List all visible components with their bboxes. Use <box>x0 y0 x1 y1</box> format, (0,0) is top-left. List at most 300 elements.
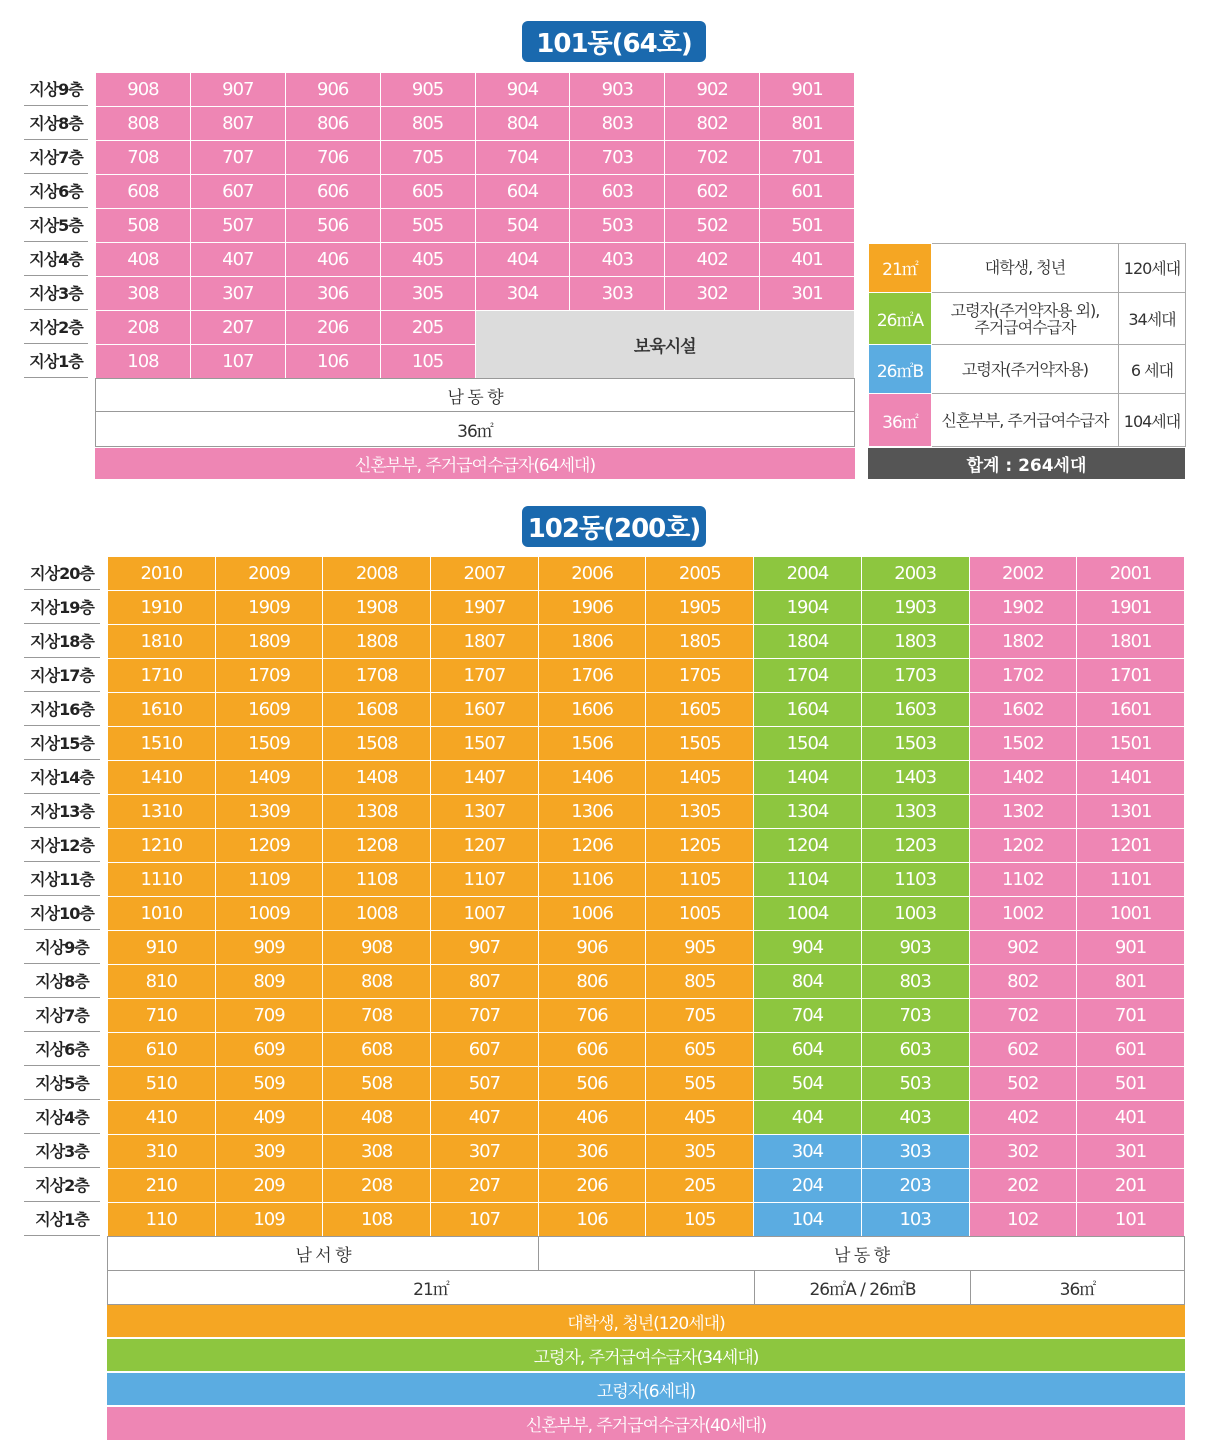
unit-cell: 203 <box>861 1169 969 1203</box>
unit-cell: 1006 <box>538 897 646 931</box>
unit-cell: 503 <box>570 209 665 243</box>
unit-cell: 808 <box>323 965 431 999</box>
floor-label: 지상20층 <box>24 556 100 590</box>
unit-cell: 707 <box>190 141 285 175</box>
unit-cell: 304 <box>475 277 570 311</box>
unit-cell: 2002 <box>969 557 1077 591</box>
legend-count: 6 세대 <box>1119 345 1186 394</box>
unit-cell: 1604 <box>754 693 862 727</box>
unit-cell: 1106 <box>538 863 646 897</box>
unit-cell: 110 <box>108 1203 216 1237</box>
unit-cell: 1506 <box>538 727 646 761</box>
floor-label: 지상10층 <box>24 896 100 930</box>
building-102-area-21: 21㎡ <box>107 1270 755 1305</box>
unit-cell: 1503 <box>861 727 969 761</box>
unit-cell: 1108 <box>323 863 431 897</box>
unit-cell: 710 <box>108 999 216 1033</box>
unit-cell: 508 <box>323 1067 431 1101</box>
unit-cell: 2003 <box>861 557 969 591</box>
unit-cell: 104 <box>754 1203 862 1237</box>
unit-cell: 207 <box>190 311 285 345</box>
unit-cell: 802 <box>665 107 760 141</box>
unit-cell: 1509 <box>215 727 323 761</box>
unit-cell: 803 <box>570 107 665 141</box>
floor-label: 지상3층 <box>24 276 88 310</box>
unit-cell: 204 <box>754 1169 862 1203</box>
unit-cell: 1703 <box>861 659 969 693</box>
unit-cell: 603 <box>861 1033 969 1067</box>
unit-cell: 205 <box>380 311 475 345</box>
unit-cell: 302 <box>665 277 760 311</box>
unit-cell: 702 <box>665 141 760 175</box>
unit-cell: 1310 <box>108 795 216 829</box>
unit-cell: 1705 <box>646 659 754 693</box>
unit-cell: 801 <box>1077 965 1185 999</box>
unit-cell: 1306 <box>538 795 646 829</box>
unit-cell: 907 <box>431 931 539 965</box>
unit-cell: 1102 <box>969 863 1077 897</box>
unit-cell: 1201 <box>1077 829 1185 863</box>
unit-cell: 305 <box>380 277 475 311</box>
floor-label: 지상2층 <box>24 310 88 344</box>
unit-cell: 1803 <box>861 625 969 659</box>
unit-cell: 901 <box>1077 931 1185 965</box>
unit-cell: 1205 <box>646 829 754 863</box>
unit-cell: 1105 <box>646 863 754 897</box>
legend-size-swatch: 36㎡ <box>869 394 932 447</box>
unit-cell: 407 <box>190 243 285 277</box>
unit-cell: 905 <box>646 931 754 965</box>
unit-cell: 903 <box>861 931 969 965</box>
floor-label: 지상18층 <box>24 624 100 658</box>
legend-size-swatch: 26㎡A <box>869 292 932 345</box>
unit-cell: 707 <box>431 999 539 1033</box>
unit-cell: 1401 <box>1077 761 1185 795</box>
unit-cell: 606 <box>538 1033 646 1067</box>
unit-cell: 1508 <box>323 727 431 761</box>
unit-cell: 1909 <box>215 591 323 625</box>
unit-cell: 108 <box>96 345 191 379</box>
unit-cell: 410 <box>108 1101 216 1135</box>
unit-cell: 1309 <box>215 795 323 829</box>
unit-cell: 1404 <box>754 761 862 795</box>
unit-cell: 1709 <box>215 659 323 693</box>
unit-cell: 508 <box>96 209 191 243</box>
unit-cell: 904 <box>475 73 570 107</box>
unit-cell: 1809 <box>215 625 323 659</box>
unit-cell: 501 <box>760 209 855 243</box>
unit-cell: 1701 <box>1077 659 1185 693</box>
unit-cell: 709 <box>215 999 323 1033</box>
unit-cell: 607 <box>190 175 285 209</box>
unit-cell: 1505 <box>646 727 754 761</box>
unit-cell: 310 <box>108 1135 216 1169</box>
unit-cell: 703 <box>570 141 665 175</box>
unit-cell: 1010 <box>108 897 216 931</box>
floor-label: 지상8층 <box>24 106 88 140</box>
unit-cell: 402 <box>969 1101 1077 1135</box>
unit-cell: 507 <box>190 209 285 243</box>
unit-cell: 1208 <box>323 829 431 863</box>
unit-cell: 304 <box>754 1135 862 1169</box>
unit-cell: 1501 <box>1077 727 1185 761</box>
unit-cell: 1301 <box>1077 795 1185 829</box>
unit-cell: 801 <box>760 107 855 141</box>
unit-cell: 1103 <box>861 863 969 897</box>
unit-cell: 1107 <box>431 863 539 897</box>
unit-cell: 1910 <box>108 591 216 625</box>
unit-cell: 604 <box>754 1033 862 1067</box>
unit-cell: 605 <box>646 1033 754 1067</box>
unit-cell: 301 <box>1077 1135 1185 1169</box>
unit-cell: 1510 <box>108 727 216 761</box>
unit-cell: 201 <box>1077 1169 1185 1203</box>
unit-cell: 504 <box>475 209 570 243</box>
unit-cell: 1905 <box>646 591 754 625</box>
unit-cell: 705 <box>380 141 475 175</box>
unit-cell: 208 <box>96 311 191 345</box>
unit-cell: 509 <box>215 1067 323 1101</box>
unit-cell: 805 <box>646 965 754 999</box>
unit-cell: 1902 <box>969 591 1077 625</box>
unit-cell: 302 <box>969 1135 1077 1169</box>
unit-cell: 1507 <box>431 727 539 761</box>
unit-cell: 1206 <box>538 829 646 863</box>
unit-cell: 802 <box>969 965 1077 999</box>
unit-cell: 1001 <box>1077 897 1185 931</box>
unit-cell: 501 <box>1077 1067 1185 1101</box>
unit-cell: 504 <box>754 1067 862 1101</box>
building-102-direction-southwest: 남 서 향 <box>107 1236 539 1271</box>
unit-cell: 1810 <box>108 625 216 659</box>
unit-cell: 106 <box>285 345 380 379</box>
unit-cell: 308 <box>96 277 191 311</box>
building-101-title: 101동(64호) <box>522 21 706 62</box>
unit-cell: 1305 <box>646 795 754 829</box>
unit-cell: 1805 <box>646 625 754 659</box>
unit-cell: 1607 <box>431 693 539 727</box>
unit-cell: 1005 <box>646 897 754 931</box>
unit-cell: 902 <box>665 73 760 107</box>
floor-label: 지상5층 <box>24 1066 100 1100</box>
legend-target: 대학생, 청년 <box>932 244 1119 293</box>
unit-cell: 702 <box>969 999 1077 1033</box>
building-101-target-bar: 신혼부부, 주거급여수급자(64세대) <box>95 448 855 479</box>
unit-cell: 2001 <box>1077 557 1185 591</box>
unit-cell: 1801 <box>1077 625 1185 659</box>
unit-cell: 2008 <box>323 557 431 591</box>
unit-cell: 1502 <box>969 727 1077 761</box>
unit-cell: 701 <box>760 141 855 175</box>
unit-cell: 307 <box>431 1135 539 1169</box>
building-102-bar-elderly-benefit: 고령자, 주거급여수급자(34세대) <box>107 1339 1185 1371</box>
floor-label: 지상3층 <box>24 1134 100 1168</box>
building-101-area: 36㎡ <box>95 411 855 447</box>
floor-label: 지상2층 <box>24 1168 100 1202</box>
unit-cell: 105 <box>646 1203 754 1237</box>
legend-target: 신혼부부, 주거급여수급자 <box>932 394 1119 447</box>
unit-cell: 1302 <box>969 795 1077 829</box>
floor-label: 지상5층 <box>24 208 88 242</box>
unit-cell: 903 <box>570 73 665 107</box>
unit-cell: 1601 <box>1077 693 1185 727</box>
unit-cell: 1304 <box>754 795 862 829</box>
unit-cell: 2007 <box>431 557 539 591</box>
unit-cell: 1409 <box>215 761 323 795</box>
unit-cell: 910 <box>108 931 216 965</box>
unit-cell: 301 <box>760 277 855 311</box>
unit-cell: 2005 <box>646 557 754 591</box>
building-102-bar-elderly: 고령자(6세대) <box>107 1373 1185 1405</box>
unit-cell: 703 <box>861 999 969 1033</box>
unit-cell: 1606 <box>538 693 646 727</box>
unit-cell: 1408 <box>323 761 431 795</box>
legend-size-swatch: 21㎡ <box>869 244 932 293</box>
unit-cell: 102 <box>969 1203 1077 1237</box>
unit-cell: 1707 <box>431 659 539 693</box>
unit-cell: 1804 <box>754 625 862 659</box>
floor-label: 지상16층 <box>24 692 100 726</box>
unit-cell: 804 <box>754 965 862 999</box>
legend-count: 34세대 <box>1119 292 1186 345</box>
unit-cell: 601 <box>1077 1033 1185 1067</box>
unit-cell: 705 <box>646 999 754 1033</box>
building-102-area-36: 36㎡ <box>970 1270 1185 1305</box>
floor-label: 지상8층 <box>24 964 100 998</box>
floor-label: 지상1층 <box>24 344 88 378</box>
unit-cell: 405 <box>380 243 475 277</box>
floor-label: 지상4층 <box>24 242 88 276</box>
floor-label: 지상6층 <box>24 174 88 208</box>
unit-cell: 309 <box>215 1135 323 1169</box>
unit-cell: 806 <box>285 107 380 141</box>
unit-cell: 207 <box>431 1169 539 1203</box>
unit-cell: 704 <box>475 141 570 175</box>
unit-cell: 402 <box>665 243 760 277</box>
floor-label: 지상13층 <box>24 794 100 828</box>
unit-cell: 107 <box>431 1203 539 1237</box>
floor-label: 지상11층 <box>24 862 100 896</box>
unit-cell: 606 <box>285 175 380 209</box>
unit-cell: 1209 <box>215 829 323 863</box>
unit-cell: 602 <box>969 1033 1077 1067</box>
unit-type-legend <box>868 243 1186 447</box>
unit-cell: 1207 <box>431 829 539 863</box>
unit-cell: 1906 <box>538 591 646 625</box>
floor-label: 지상19층 <box>24 590 100 624</box>
unit-cell: 206 <box>538 1169 646 1203</box>
unit-cell: 101 <box>1077 1203 1185 1237</box>
building-101-unit-grid <box>95 72 855 379</box>
unit-cell: 704 <box>754 999 862 1033</box>
unit-cell: 406 <box>285 243 380 277</box>
legend-count: 120세대 <box>1119 244 1186 293</box>
unit-cell: 1303 <box>861 795 969 829</box>
unit-cell: 1603 <box>861 693 969 727</box>
unit-cell: 1908 <box>323 591 431 625</box>
unit-cell: 503 <box>861 1067 969 1101</box>
unit-cell: 307 <box>190 277 285 311</box>
unit-cell: 1802 <box>969 625 1077 659</box>
unit-cell: 308 <box>323 1135 431 1169</box>
unit-cell: 405 <box>646 1101 754 1135</box>
unit-cell: 408 <box>96 243 191 277</box>
unit-cell: 601 <box>760 175 855 209</box>
unit-cell: 807 <box>431 965 539 999</box>
unit-cell: 809 <box>215 965 323 999</box>
unit-cell: 806 <box>538 965 646 999</box>
unit-cell: 404 <box>754 1101 862 1135</box>
unit-cell: 610 <box>108 1033 216 1067</box>
legend-count: 104세대 <box>1119 394 1186 447</box>
unit-cell: 502 <box>665 209 760 243</box>
unit-cell: 1806 <box>538 625 646 659</box>
unit-cell: 1710 <box>108 659 216 693</box>
floor-label: 지상12층 <box>24 828 100 862</box>
unit-cell: 804 <box>475 107 570 141</box>
unit-cell: 609 <box>215 1033 323 1067</box>
unit-cell: 507 <box>431 1067 539 1101</box>
unit-cell: 805 <box>380 107 475 141</box>
floor-label: 지상9층 <box>24 930 100 964</box>
unit-cell: 1405 <box>646 761 754 795</box>
unit-cell: 1407 <box>431 761 539 795</box>
unit-cell: 1904 <box>754 591 862 625</box>
unit-cell: 306 <box>538 1135 646 1169</box>
unit-cell: 1104 <box>754 863 862 897</box>
unit-cell: 1002 <box>969 897 1077 931</box>
unit-cell: 807 <box>190 107 285 141</box>
unit-cell: 1204 <box>754 829 862 863</box>
building-102-bar-newlyweds: 신혼부부, 주거급여수급자(40세대) <box>107 1407 1185 1440</box>
unit-cell: 403 <box>861 1101 969 1135</box>
floor-label: 지상7층 <box>24 998 100 1032</box>
unit-cell: 1708 <box>323 659 431 693</box>
unit-cell: 1410 <box>108 761 216 795</box>
unit-cell: 1101 <box>1077 863 1185 897</box>
unit-cell: 1903 <box>861 591 969 625</box>
unit-cell: 1109 <box>215 863 323 897</box>
unit-cell: 2010 <box>108 557 216 591</box>
floor-label: 지상15층 <box>24 726 100 760</box>
unit-cell: 902 <box>969 931 1077 965</box>
unit-cell: 810 <box>108 965 216 999</box>
building-102-unit-grid <box>107 556 1185 1237</box>
unit-cell: 209 <box>215 1169 323 1203</box>
floor-label: 지상4층 <box>24 1100 100 1134</box>
unit-cell: 905 <box>380 73 475 107</box>
unit-cell: 1110 <box>108 863 216 897</box>
unit-cell: 306 <box>285 277 380 311</box>
unit-cell: 1602 <box>969 693 1077 727</box>
unit-cell: 706 <box>285 141 380 175</box>
unit-cell: 1504 <box>754 727 862 761</box>
unit-cell: 803 <box>861 965 969 999</box>
unit-cell: 106 <box>538 1203 646 1237</box>
unit-cell: 107 <box>190 345 285 379</box>
unit-cell: 1610 <box>108 693 216 727</box>
floor-label: 지상9층 <box>24 72 88 106</box>
unit-cell: 109 <box>215 1203 323 1237</box>
unit-cell: 208 <box>323 1169 431 1203</box>
building-102-bar-students: 대학생, 청년(120세대) <box>107 1305 1185 1337</box>
unit-cell: 708 <box>96 141 191 175</box>
unit-cell: 505 <box>646 1067 754 1101</box>
unit-cell: 605 <box>380 175 475 209</box>
unit-cell: 108 <box>323 1203 431 1237</box>
unit-cell: 1907 <box>431 591 539 625</box>
unit-cell: 908 <box>323 931 431 965</box>
building-102-direction-southeast: 남 동 향 <box>538 1236 1185 1271</box>
unit-cell: 408 <box>323 1101 431 1135</box>
unit-cell: 205 <box>646 1169 754 1203</box>
unit-cell: 1406 <box>538 761 646 795</box>
unit-cell: 105 <box>380 345 475 379</box>
unit-cell: 403 <box>570 243 665 277</box>
floor-label: 지상7층 <box>24 140 88 174</box>
legend-target: 고령자(주거약자용 외), 주거급여수급자 <box>932 292 1119 345</box>
unit-cell: 1807 <box>431 625 539 659</box>
unit-cell: 406 <box>538 1101 646 1135</box>
unit-cell: 1609 <box>215 693 323 727</box>
unit-cell: 908 <box>96 73 191 107</box>
unit-cell: 1210 <box>108 829 216 863</box>
unit-cell: 909 <box>215 931 323 965</box>
unit-cell: 1009 <box>215 897 323 931</box>
unit-cell: 103 <box>861 1203 969 1237</box>
unit-cell: 602 <box>665 175 760 209</box>
unit-cell: 401 <box>760 243 855 277</box>
legend-total: 합계 : 264세대 <box>868 448 1185 479</box>
unit-cell: 506 <box>538 1067 646 1101</box>
unit-cell: 904 <box>754 931 862 965</box>
unit-cell: 1003 <box>861 897 969 931</box>
unit-cell: 404 <box>475 243 570 277</box>
unit-cell: 608 <box>96 175 191 209</box>
unit-cell: 706 <box>538 999 646 1033</box>
unit-cell: 506 <box>285 209 380 243</box>
unit-cell: 708 <box>323 999 431 1033</box>
unit-cell: 2004 <box>754 557 862 591</box>
unit-cell: 1402 <box>969 761 1077 795</box>
floor-label: 지상17층 <box>24 658 100 692</box>
unit-cell: 305 <box>646 1135 754 1169</box>
unit-cell: 907 <box>190 73 285 107</box>
unit-cell: 1004 <box>754 897 862 931</box>
unit-cell: 1704 <box>754 659 862 693</box>
unit-cell: 401 <box>1077 1101 1185 1135</box>
floor-label: 지상6층 <box>24 1032 100 1066</box>
childcare-facility: 보육시설 <box>475 311 855 379</box>
legend-target: 고령자(주거약자용) <box>932 345 1119 394</box>
unit-cell: 1202 <box>969 829 1077 863</box>
unit-cell: 603 <box>570 175 665 209</box>
unit-cell: 1008 <box>323 897 431 931</box>
building-101-direction: 남 동 향 <box>95 378 855 412</box>
floor-label: 지상1층 <box>24 1202 100 1236</box>
unit-cell: 808 <box>96 107 191 141</box>
unit-cell: 901 <box>760 73 855 107</box>
unit-cell: 1203 <box>861 829 969 863</box>
unit-cell: 1702 <box>969 659 1077 693</box>
unit-cell: 1901 <box>1077 591 1185 625</box>
unit-cell: 202 <box>969 1169 1077 1203</box>
unit-cell: 604 <box>475 175 570 209</box>
unit-cell: 906 <box>285 73 380 107</box>
unit-cell: 407 <box>431 1101 539 1135</box>
unit-cell: 906 <box>538 931 646 965</box>
legend-size-swatch: 26㎡B <box>869 345 932 394</box>
